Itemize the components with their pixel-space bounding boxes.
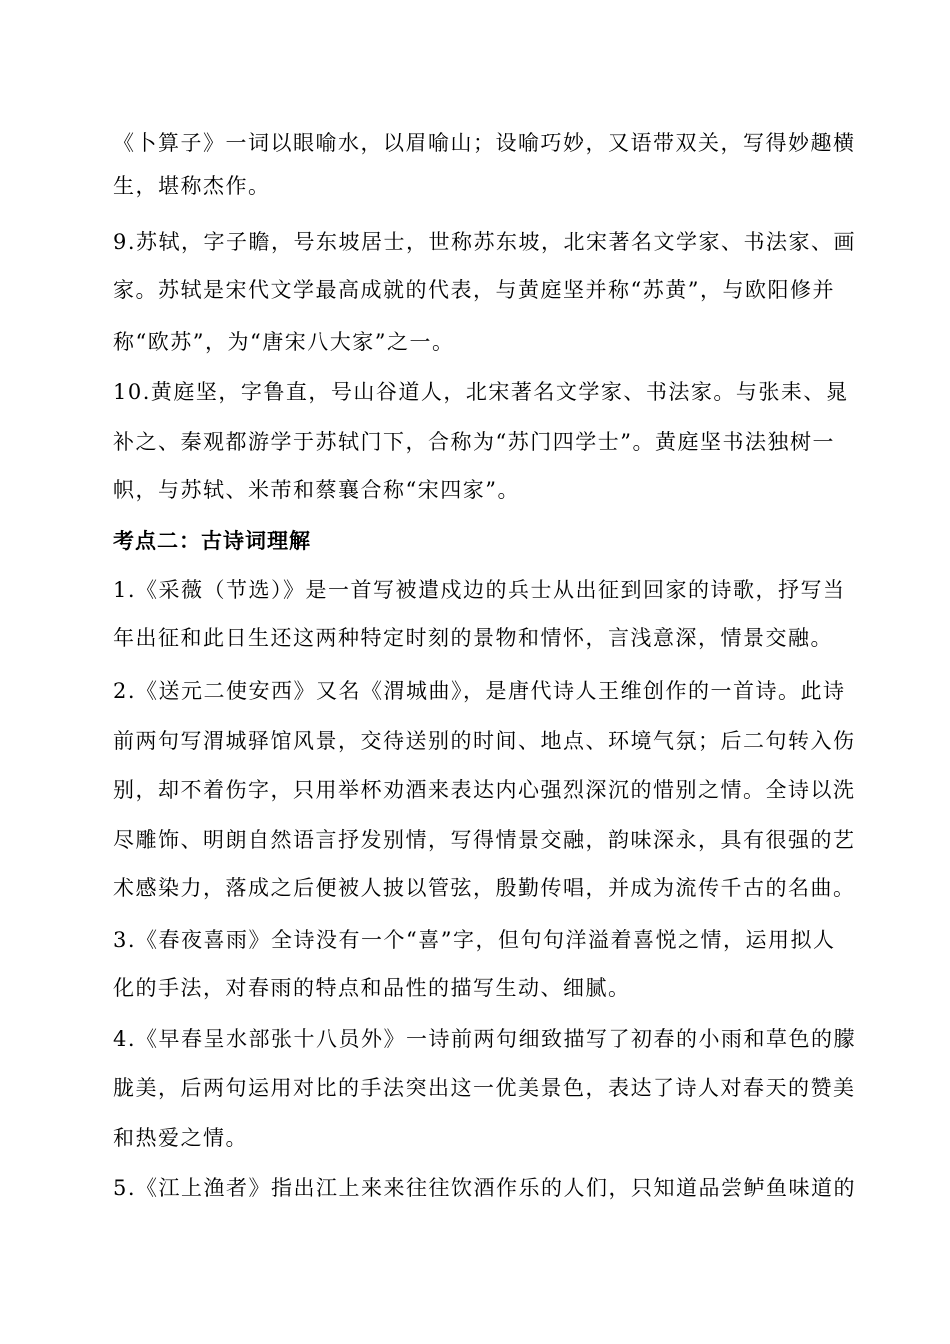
- text-line: 9.苏轼，字子瞻，号东坡居士，世称苏东坡，北宋著名文学家、书法家、画: [113, 230, 857, 254]
- text-line: 别，却不着伤字，只用举杯劝酒来表达内心强烈深沉的惜别之情。全诗以洗: [113, 778, 856, 802]
- text-line: 年出征和此日生还这两种特定时刻的景物和情怀，言浅意深，情景交融。: [113, 626, 833, 650]
- text-line: 《卜算子》一词以眼喻水，以眉喻山；设喻巧妙，又语带双关，写得妙趣横: [113, 131, 856, 155]
- text-line: 胧美，后两句运用对比的手法突出这一优美景色，表达了诗人对春天的赞美: [113, 1076, 856, 1100]
- text-line: 4.《早春呈水部张十八员外》一诗前两句细致描写了初春的小雨和草色的朦: [113, 1027, 857, 1051]
- text-line: 前两句写渭城驿馆风景，交待送别的时间、地点、环境气氛；后二句转入伤: [113, 729, 856, 753]
- text-line: 帜，与苏轼、米芾和蔡襄合称“宋四家”。: [113, 478, 520, 502]
- section-heading: 考点二：古诗词理解: [113, 529, 311, 553]
- text-line: 和热爱之情。: [113, 1126, 248, 1150]
- text-line: 生，堪称杰作。: [113, 174, 271, 198]
- text-line: 5.《江上渔者》指出江上来来往往饮酒作乐的人们，只知道品尝鲈鱼味道的: [113, 1176, 857, 1200]
- text-line: 2.《送元二使安西》又名《渭城曲》，是唐代诗人王维创作的一首诗。此诗: [113, 679, 846, 703]
- text-line: 补之、秦观都游学于苏轼门下，合称为“苏门四学士”。黄庭坚书法独树一: [113, 430, 835, 454]
- text-line: 家。苏轼是宋代文学最高成就的代表，与黄庭坚并称“苏黄”，与欧阳修并: [113, 278, 835, 302]
- text-line: 化的手法，对春雨的特点和品性的描写生动、细腻。: [113, 976, 631, 1000]
- text-line: 3.《春夜喜雨》全诗没有一个“喜”字，但句句洋溢着喜悦之情，运用拟人: [113, 928, 836, 952]
- text-line: 10.黄庭坚，字鲁直，号山谷道人，北宋著名文学家、书法家。与张耒、晁: [113, 380, 849, 404]
- text-line: 尽雕饰、明朗自然语言抒发别情，写得情景交融，韵味深永，具有很强的艺: [113, 828, 856, 852]
- text-line: 术感染力，落成之后便被人披以管弦，殷勤传唱，并成为流传千古的名曲。: [113, 876, 856, 900]
- text-line: 1.《采薇（节选）》是一首写被遣戍边的兵士从出征到回家的诗歌，抒写当: [113, 578, 846, 602]
- text-line: 称“欧苏”，为“唐宋八大家”之一。: [113, 330, 455, 354]
